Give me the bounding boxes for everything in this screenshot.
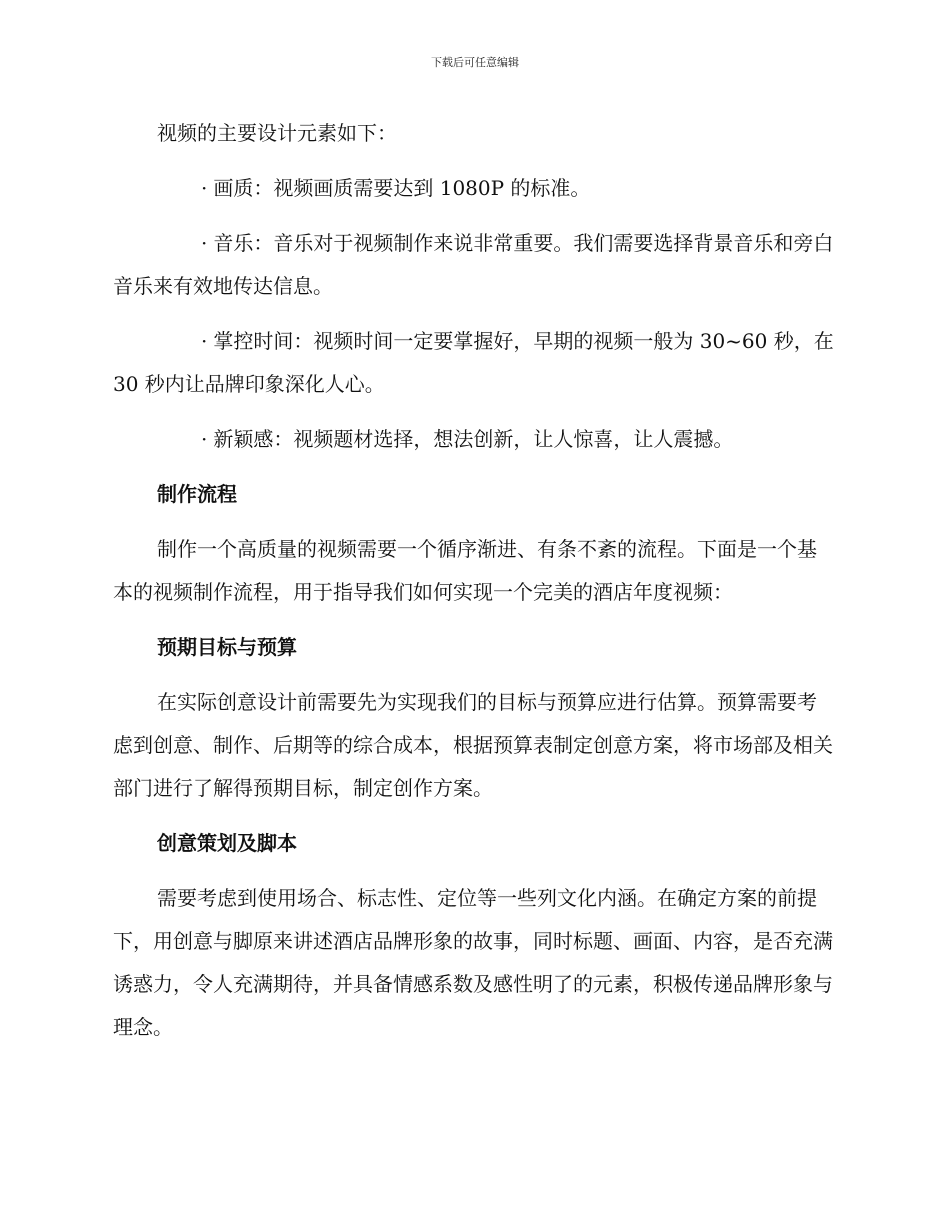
bullet-text: 新颖感：视频题材选择，想法创新，让人惊喜，让人震撼。 bbox=[213, 427, 734, 451]
bullet-item-quality bbox=[113, 167, 835, 210]
bullet-item-novelty bbox=[113, 418, 835, 461]
bullet-text: 音乐：音乐对于视频制作来说非常重要。我们需要选择背景音乐和旁白音乐来有效地传达信息。 bbox=[113, 231, 834, 298]
bullet-dot: · bbox=[201, 176, 208, 200]
section-body-production-process: 制作一个高质量的视频需要一个循序渐进、有条不紊的流程。下面是一个基本的视频制作流程，用于指导我们如何实现一个完美的酒店年度视频： bbox=[113, 537, 817, 604]
bullet-text: 掌控时间：视频时间一定要掌握好，早期的视频一般为 30~60 秒，在 30 秒内让品牌印象深化人心。 bbox=[113, 329, 834, 396]
bullet-item-music bbox=[113, 222, 835, 308]
bullet-dot: · bbox=[201, 231, 208, 255]
bullet-dot: · bbox=[201, 427, 208, 451]
section-heading-goals-budget: 预期目标与预算 bbox=[157, 635, 297, 659]
document-body bbox=[113, 112, 835, 1061]
page-header: 下载后可任意编辑 bbox=[431, 56, 519, 69]
section-body-creative-script: 需要考虑到使用场合、标志性、定位等一些列文化内涵。在确定方案的前提下，用创意与脚原来讲述酒店品牌形象的故事，同时标题、画面、内容，是否充满诱惑力，令人充满期待，并具备情感系数及感性明了的元素，积极传递品牌形象与理念。 bbox=[113, 886, 833, 1039]
section-heading-production-process: 制作流程 bbox=[157, 482, 237, 506]
bullet-dot: · bbox=[201, 329, 208, 353]
intro-paragraph: 视频的主要设计元素如下： bbox=[157, 121, 397, 145]
bullet-text: 画质：视频画质需要达到 1080P 的标准。 bbox=[213, 176, 591, 200]
section-body-goals-budget: 在实际创意设计前需要先为实现我们的目标与预算应进行估算。预算需要考虑到创意、制作、后期等的综合成本，根据预算表制定创意方案，将市场部及相关部门进行了解得预期目标，制定创作方案。 bbox=[113, 690, 833, 800]
bullet-item-timing bbox=[113, 320, 835, 406]
section-heading-creative-script: 创意策划及脚本 bbox=[157, 831, 297, 855]
